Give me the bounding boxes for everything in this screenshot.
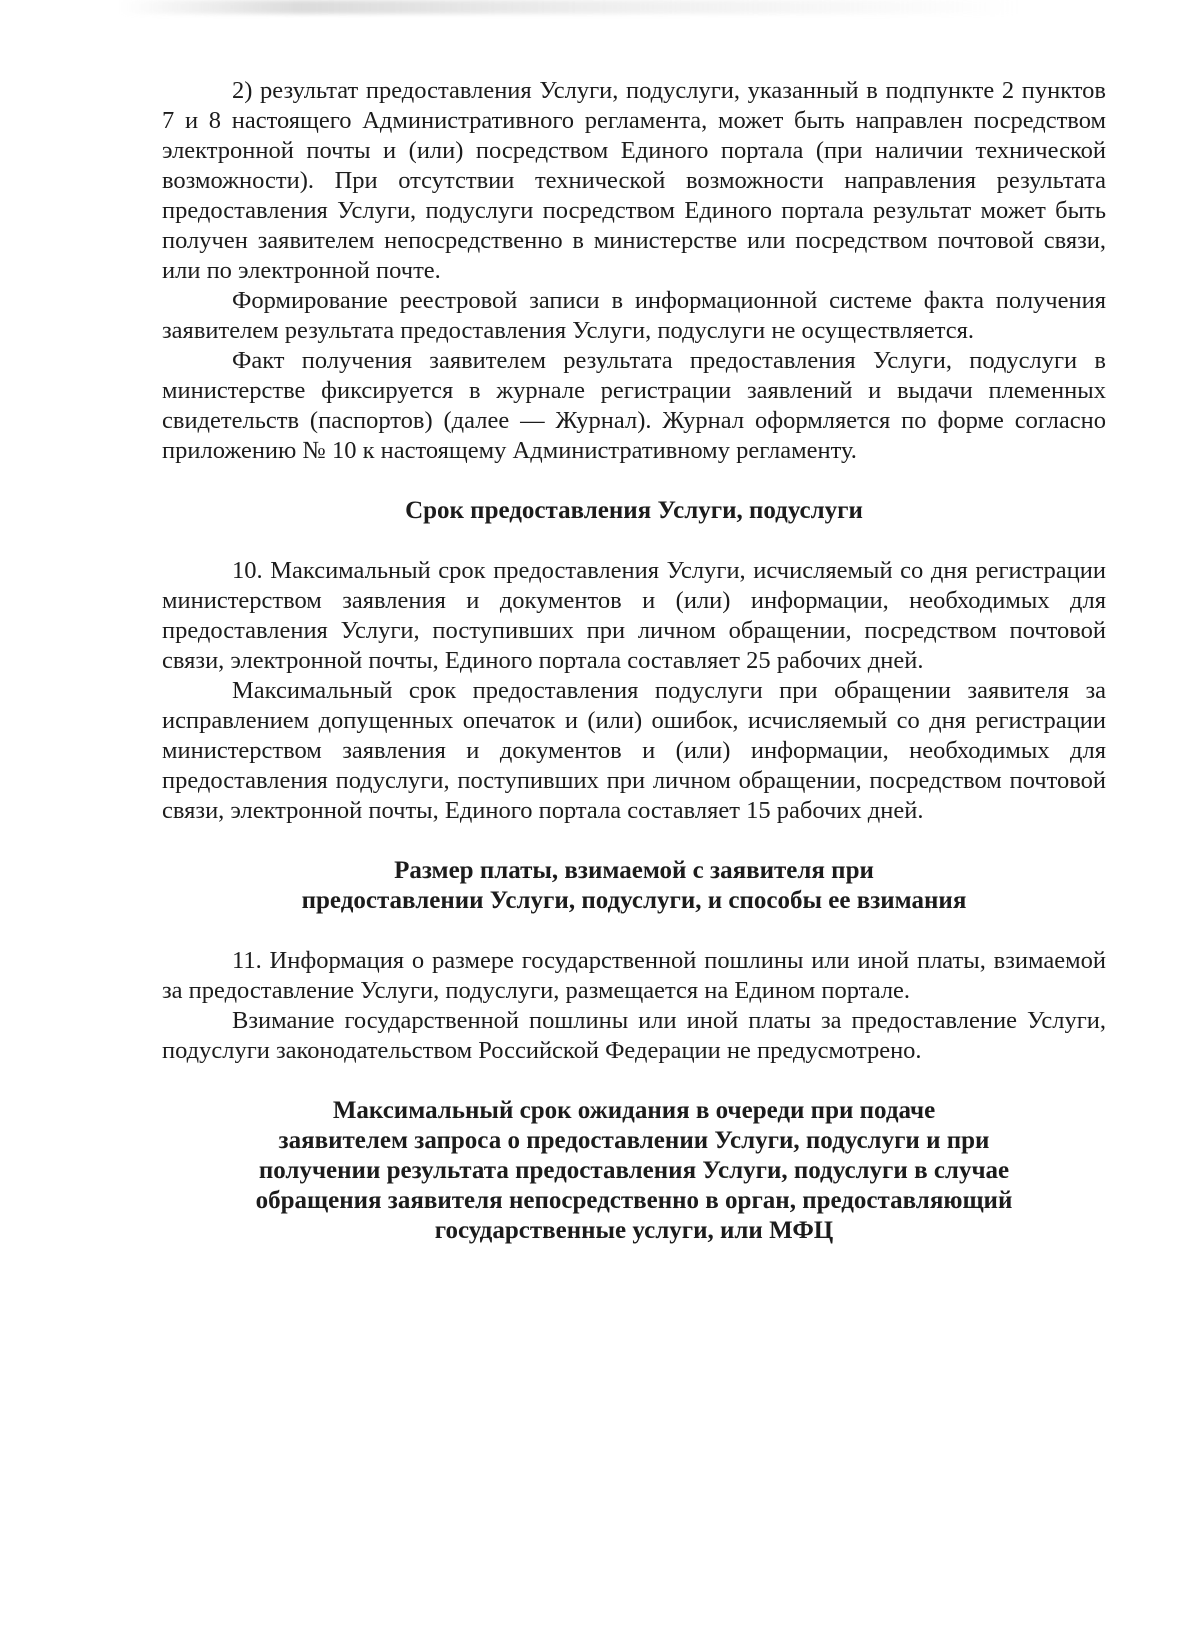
document-page — [162, 76, 1106, 1246]
paragraph-10-max-term: 10. Максимальный срок предоставления Услуги, исчисляемый со дня регистрации министерством заявления и документов и (или) информации, необходимых для предоставления Услуги, поступивших при личном обращении, посредством почтовой связи, электронной почты, Единого портала составляет 25 рабочих дней. — [162, 557, 1106, 674]
paragraph-fee-not-charged: Взимание государственной пошлины или иной платы за предоставление Услуги, подуслуги законодательством Российской Федерации не предусмотрено. — [162, 1007, 1106, 1064]
heading-service-term: Срок предоставления Услуги, подуслуги — [405, 497, 863, 524]
paragraph-result-delivery: 2) результат предоставления Услуги, подуслуги, указанный в подпункте 2 пунктов 7 и 8 настоящего Административного регламента, может быть направлен посредством электронной почты и (или) посредством Единого портала (при наличии технической возможности). При отсутствии технической возможности направления результата предоставления Услуги, подуслуги посредством Единого портала результат может быть получен заявителем непосредственно в министерстве или посредством почтовой связи, или по электронной почте. — [162, 77, 1106, 284]
heading-fee: Размер платы, взимаемой с заявителя при предоставлении Услуги, подуслуги, и способы ее взимания — [301, 857, 967, 914]
paragraph-registry-entry: Формирование реестровой записи в информационной системе факта получения заявителем результата предоставления Услуги, подуслуги не осуществляется. — [162, 287, 1106, 344]
scan-artifact — [120, 0, 1020, 14]
heading-queue-wait: Максимальный срок ожидания в очереди при подаче заявителем запроса о предоставлении Услуги, подуслуги и при получении результата предоставления Услуги, подуслуги в случае обращения заявителя непосредственно в орган, предоставляющий государственные услуги, или МФЦ — [255, 1097, 1013, 1244]
paragraph-journal: Факт получения заявителем результата предоставления Услуги, подуслуги в министерстве фиксируется в журнале регистрации заявлений и выдачи племенных свидетельств (паспортов) (далее — Журнал). Журнал оформляется по форме согласно приложению № 10 к настоящему Административному регламенту. — [162, 347, 1106, 464]
paragraph-11-fee-info: 11. Информация о размере государственной пошлины или иной платы, взимаемой за предоставление Услуги, подуслуги, размещается на Едином портале. — [162, 947, 1106, 1004]
paragraph-correction-term: Максимальный срок предоставления подуслуги при обращении заявителя за исправлением допущенных опечаток и (или) ошибок, исчисляемый со дня регистрации министерством заявления и документов и (или) информации, необходимых для предоставления подуслуги, поступивших при личном обращении, посредством почтовой связи, электронной почты, Единого портала составляет 15 рабочих дней. — [162, 677, 1106, 824]
